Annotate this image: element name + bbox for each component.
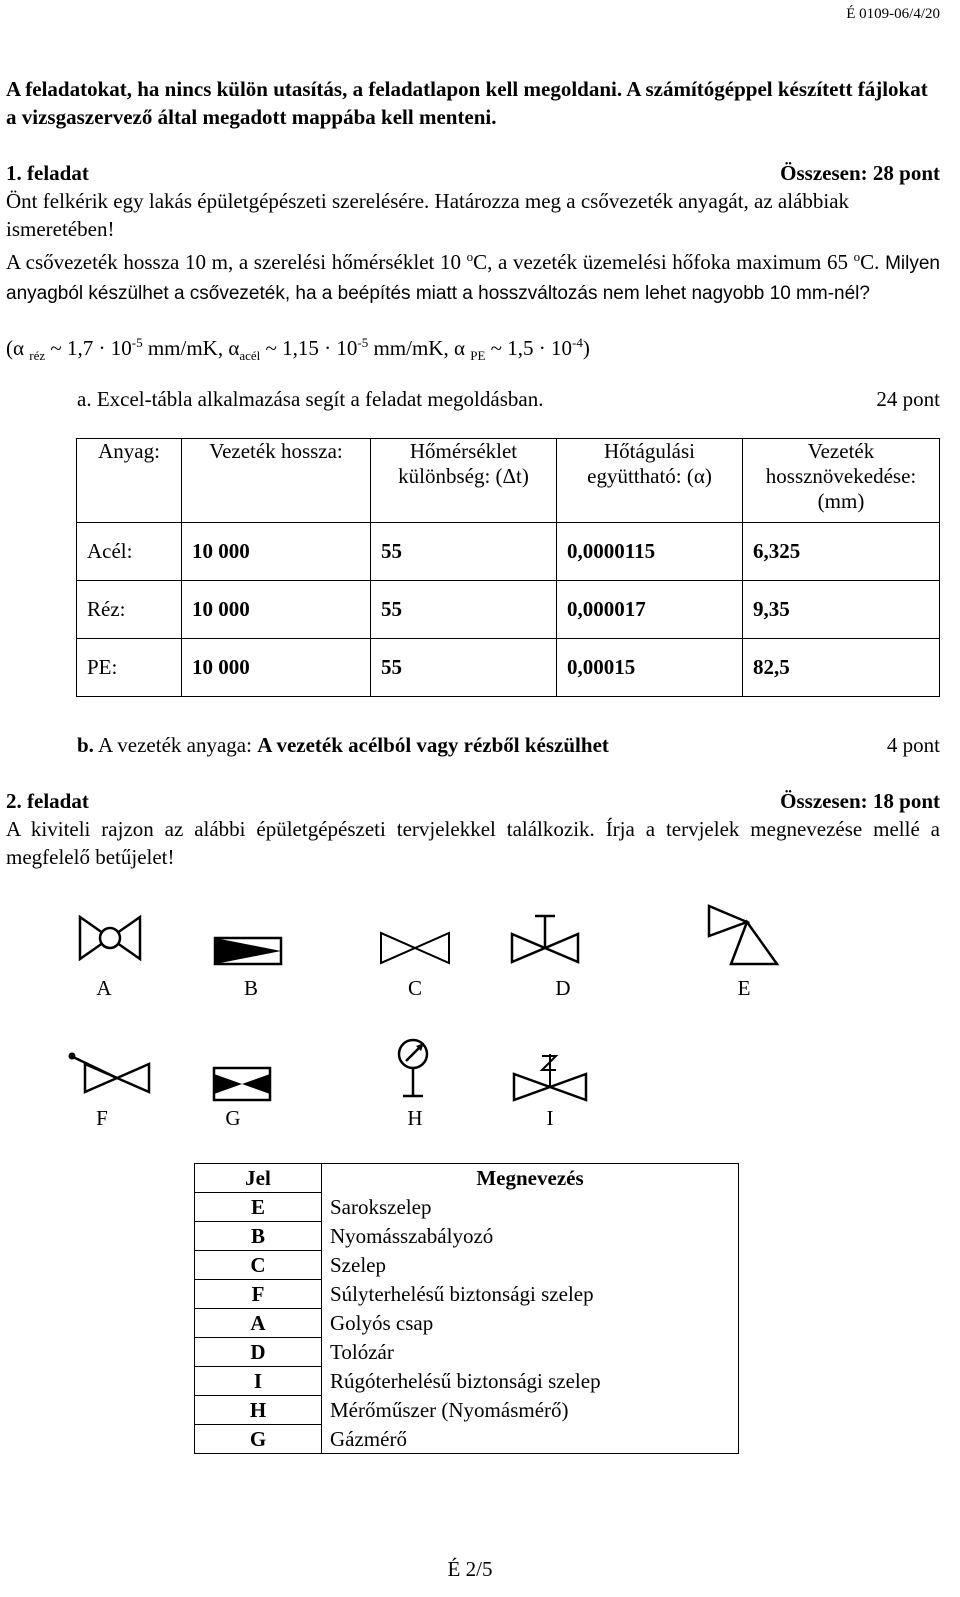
- task1-line2: A csővezeték hossza 10 m, a szerelési hőmérséklet 10 $^o$C, a vezeték üzemelési hőfoka maximum 65 $^o$C. Milyen anyagból készülhet a csővezeték, ha a beépítés miatt a hosszváltozás nem lehet nagyobb 10 mm-nél?: [6, 249, 940, 304]
- task1-heading: [6, 159, 940, 187]
- symbols-table: [194, 1163, 739, 1454]
- part-a-text: a. Excel-tábla alkalmazása segít a feladat megoldásban.: [77, 387, 544, 411]
- gas-meter-icon: [212, 1066, 272, 1102]
- table-row: D Tolózár: [195, 1338, 739, 1367]
- th-hossznovekedes: Vezeték hossznövekedése: (mm): [743, 439, 940, 523]
- symbol-label-g: G: [225, 1106, 241, 1130]
- task1-formula: (α $_{réz}$ ~ $1,7 \cdot 10^{-5}$ mm/mK, $\alpha_{acél}$ ~ $1,15 \cdot 10^{-5}$ mm/mK, α $_{PE}$ ~ $1,5 \cdot 10^{-4}$): [6, 335, 590, 364]
- part-b-points: 4 pont: [886, 733, 940, 757]
- part-a: [77, 385, 940, 413]
- ball-valve-icon: [75, 912, 145, 964]
- task2-total: Összesen: 18 pont: [780, 789, 940, 813]
- task2-title: 2. feladat: [6, 789, 89, 813]
- table-row: E Sarokszelep: [195, 1193, 739, 1222]
- part-b-answer: A vezeték acélból vagy rézből készülhet: [257, 733, 609, 757]
- table-row: I Rúgóterhelésű biztonsági szelep: [195, 1367, 739, 1396]
- task2-text: A kiviteli rajzon az alábbi épületgépészeti tervjelekkel találkozik. Írja a tervjelek megnevezése mellé a megfelelő betűjelet!: [6, 817, 940, 869]
- intro-text: A feladatokat, ha nincs külön utasítás, a feladatlapon kell megoldani. A számítógéppel készített fájlokat a vizsgaszervező által megadott mappába kell menteni.: [6, 77, 928, 129]
- valve-icon: [378, 930, 452, 966]
- table-row: PE: 10 000 55 0,00015 82,5: [77, 639, 940, 697]
- symbol-label-h: H: [407, 1106, 423, 1130]
- task1-title: 1. feladat: [6, 161, 89, 185]
- table-row: Réz: 10 000 55 0,000017 9,35: [77, 581, 940, 639]
- expansion-table: [76, 438, 940, 697]
- symbol-label-c: C: [407, 976, 422, 1000]
- part-a-points: 24 pont: [876, 387, 940, 411]
- symbol-label-f: F: [96, 1106, 108, 1130]
- pressure-regulator-icon: [213, 936, 283, 966]
- th-hotagulas: Hőtágulási együttható: (α): [557, 439, 743, 523]
- spring-loaded-safety-valve-icon: [510, 1050, 590, 1104]
- th-megnevezes: Megnevezés: [322, 1164, 739, 1193]
- table-row: H Mérőműszer (Nyomásmérő): [195, 1396, 739, 1425]
- th-jel: Jel: [195, 1164, 322, 1193]
- th-hossz: Vezeték hossza:: [182, 439, 371, 523]
- symbol-label-a: A: [96, 976, 112, 1000]
- table-row: A Golyós csap: [195, 1309, 739, 1338]
- weight-loaded-safety-valve-icon: [67, 1050, 151, 1096]
- table-row: G Gázmérő: [195, 1425, 739, 1454]
- table-row: Acél: 10 000 55 0,0000115 6,325: [77, 523, 940, 581]
- pressure-gauge-icon: [390, 1036, 436, 1100]
- task2-heading: [6, 787, 940, 815]
- gate-valve-icon: [508, 910, 582, 966]
- angle-valve-icon: [705, 902, 785, 968]
- symbol-label-i: I: [546, 1106, 554, 1130]
- table-row: F Súlyterhelésű biztonsági szelep: [195, 1280, 739, 1309]
- th-anyag: Anyag:: [77, 439, 182, 523]
- page-number: É 2/5: [447, 1557, 493, 1581]
- table-row: C Szelep: [195, 1251, 739, 1280]
- task1-line1: Önt felkérik egy lakás épületgépészeti szerelésére. Határozza meg a csővezeték anyagát, az alábbiak ismeretében!: [6, 189, 850, 241]
- symbol-label-e: E: [737, 976, 751, 1000]
- part-b: b. A vezeték anyaga: A vezeték acélból vagy rézből készülhet 4 pont: [77, 733, 940, 757]
- th-homerseklet: Hőmérséklet különbség: (Δt): [371, 439, 557, 523]
- symbol-label-d: D: [555, 976, 571, 1000]
- document-code: É 0109-06/4/20: [846, 6, 940, 22]
- symbol-label-b: B: [243, 976, 258, 1000]
- task1-total: Összesen: 28 pont: [780, 161, 940, 185]
- table-row: B Nyomásszabályozó: [195, 1222, 739, 1251]
